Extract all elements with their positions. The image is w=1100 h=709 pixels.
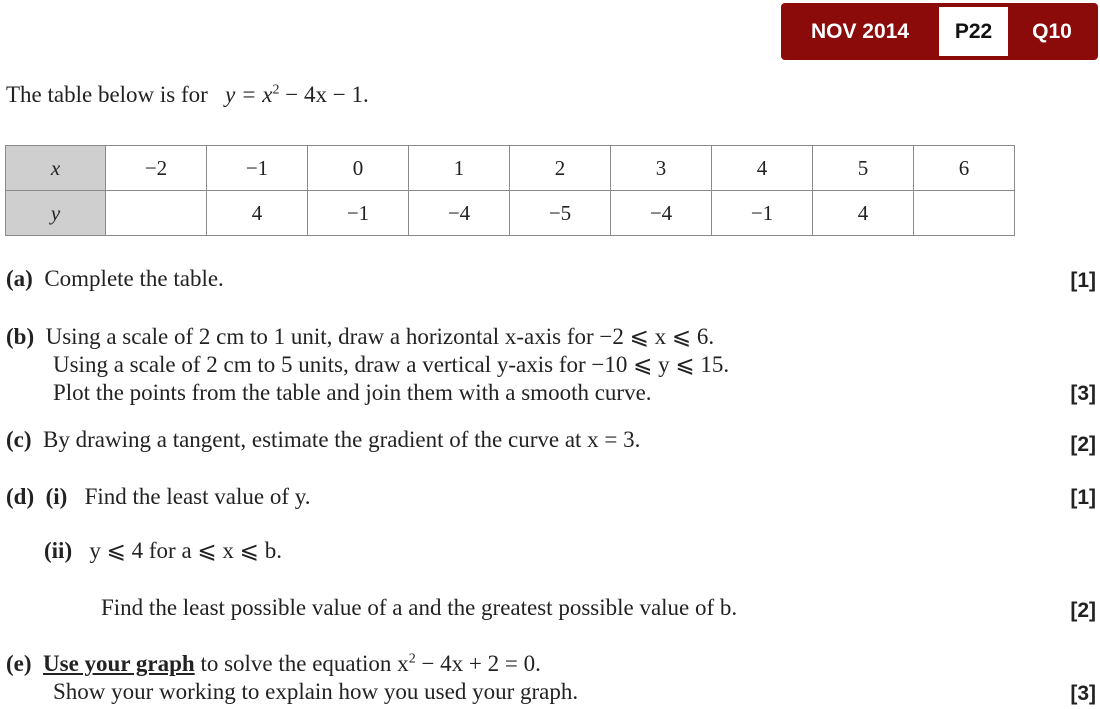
x-cell: 1 bbox=[409, 146, 510, 191]
y-cell: −1 bbox=[712, 191, 813, 236]
paper-number: P22 bbox=[939, 7, 1008, 56]
x-cell: −1 bbox=[207, 146, 308, 191]
y-header: y bbox=[6, 191, 106, 236]
mark-a: [1] bbox=[1070, 269, 1096, 292]
use-your-graph: Use your graph bbox=[43, 651, 195, 676]
part-b-line3: Plot the points from the table and join them with a smooth curve. bbox=[53, 380, 652, 405]
y-cell: −5 bbox=[510, 191, 611, 236]
part-d-ii: (ii) y ⩽ 4 for a ⩽ x ⩽ b. bbox=[44, 538, 282, 563]
x-cell: −2 bbox=[106, 146, 207, 191]
y-row bbox=[6, 191, 1015, 236]
question-badge bbox=[781, 3, 1098, 60]
intro-text: The table below is for $y = x^2 - 4x - 1$. bbox=[6, 82, 369, 107]
y-cell: 4 bbox=[207, 191, 308, 236]
x-cell: 5 bbox=[813, 146, 914, 191]
y-cell-empty[interactable] bbox=[106, 191, 207, 236]
y-cell: −1 bbox=[308, 191, 409, 236]
part-c: (c) By drawing a tangent, estimate the gradient of the curve at x = 3. bbox=[6, 427, 641, 452]
y-cell: −4 bbox=[409, 191, 510, 236]
mark-c: [2] bbox=[1070, 433, 1096, 456]
mark-e: [3] bbox=[1070, 682, 1096, 705]
mark-d-ii: [2] bbox=[1070, 599, 1096, 622]
part-b: (b) Using a scale of 2 cm to 1 unit, draw a horizontal x-axis for −2 ⩽ x ⩽ 6. bbox=[6, 324, 715, 349]
y-cell-empty[interactable] bbox=[914, 191, 1015, 236]
part-e: (e) Use your graph to solve the equation $x^2 - 4x + 2 = 0$. bbox=[6, 651, 541, 676]
x-row bbox=[6, 146, 1015, 191]
x-cell: 0 bbox=[308, 146, 409, 191]
part-e-line2: Show your working to explain how you used your graph. bbox=[53, 679, 579, 704]
mark-b: [3] bbox=[1070, 382, 1096, 405]
part-a: (a) Complete the table. bbox=[6, 266, 224, 291]
x-header: x bbox=[6, 146, 106, 191]
y-cell: −4 bbox=[611, 191, 712, 236]
part-d-ii-task: Find the least possible value of a and the greatest possible value of b. bbox=[101, 595, 738, 620]
x-cell: 6 bbox=[914, 146, 1015, 191]
x-cell: 2 bbox=[510, 146, 611, 191]
x-cell: 3 bbox=[611, 146, 712, 191]
part-b-line2: Using a scale of 2 cm to 5 units, draw a vertical y-axis for −10 ⩽ y ⩽ 15. bbox=[53, 352, 730, 377]
question-number: Q10 bbox=[1032, 19, 1072, 43]
part-d-i: (d) (i) Find the least value of y. bbox=[6, 484, 311, 509]
values-table bbox=[5, 145, 1015, 236]
exam-date: NOV 2014 bbox=[810, 19, 910, 43]
y-cell: 4 bbox=[813, 191, 914, 236]
x-cell: 4 bbox=[712, 146, 813, 191]
mark-d-i: [1] bbox=[1070, 486, 1096, 509]
